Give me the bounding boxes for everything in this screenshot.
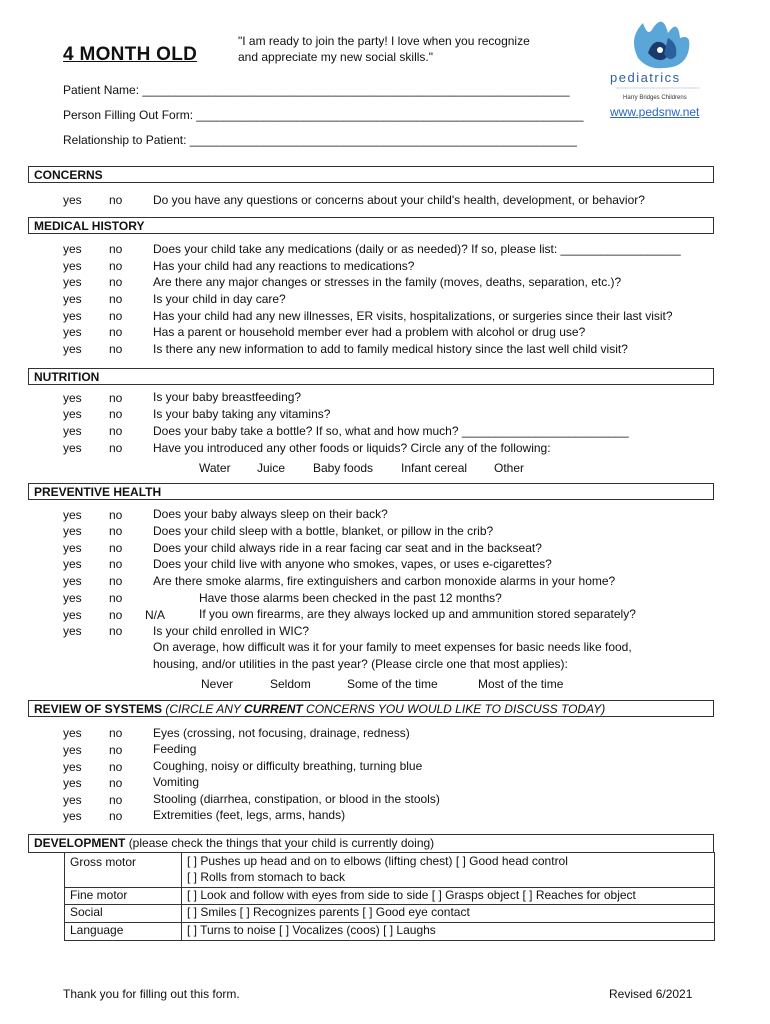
ros-item: Extremities (feet, legs, arms, hands) [153, 808, 346, 822]
yes-option[interactable]: yes [63, 193, 82, 207]
no-option[interactable]: no [109, 760, 123, 774]
nutrition-header: NUTRITION [28, 368, 714, 385]
expense-option-most[interactable]: Most of the time [478, 677, 564, 691]
medical-question: Is there any new information to add to family medical history since the last well child visit? [153, 342, 628, 356]
no-option[interactable]: no [109, 391, 123, 405]
medical-question: Has your child had any new illnesses, ER visits, hospitalizations, or surgeries since their last visit? [153, 309, 673, 323]
yes-option[interactable]: yes [63, 508, 82, 522]
yes-option[interactable]: yes [63, 608, 82, 622]
preventive-question: Does your baby always sleep on their back? [153, 507, 388, 521]
expenses-question-line2: housing, and/or utilities in the past year? (Please circle one that most applies): [153, 657, 568, 671]
preventive-question: Does your child live with anyone who smokes, vapes, or uses e-cigarettes? [153, 557, 552, 571]
dev-gross-motor-items[interactable]: [ ] Pushes up head and on to elbows (lifting chest) [ ] Good head control [ ] Rolls from stomach to back [182, 853, 715, 888]
pediatrics-logo [608, 8, 708, 104]
no-option[interactable]: no [109, 574, 123, 588]
no-option[interactable]: no [109, 325, 123, 339]
header-quote: "I am ready to join the party! I love when you recognize and appreciate my new social skills." [238, 34, 530, 64]
no-option[interactable]: no [109, 591, 123, 605]
no-option[interactable]: no [109, 259, 123, 273]
food-option-other[interactable]: Other [494, 461, 525, 475]
medical-question: Has your child had any reactions to medications? [153, 259, 415, 273]
no-option[interactable]: no [109, 743, 123, 757]
ros-item: Vomiting [153, 775, 200, 789]
no-option[interactable]: no [109, 608, 123, 622]
development-table [64, 852, 715, 941]
development-header: DEVELOPMENT (please check the things that your child is currently doing) [28, 834, 714, 853]
no-option[interactable]: no [109, 624, 123, 638]
yes-option[interactable]: yes [63, 743, 82, 757]
yes-option[interactable]: yes [63, 591, 82, 605]
na-option[interactable]: N/A [145, 608, 166, 622]
ros-item: Feeding [153, 742, 197, 756]
food-option-juice[interactable]: Juice [257, 461, 286, 475]
yes-option[interactable]: yes [63, 809, 82, 823]
no-option[interactable]: no [109, 242, 123, 256]
no-option[interactable]: no [109, 776, 123, 790]
yes-option[interactable]: yes [63, 726, 82, 740]
expense-option-seldom[interactable]: Seldom [270, 677, 311, 691]
footer-thanks: Thank you for filling out this form. [63, 987, 240, 1001]
nutrition-question: Have you introduced any other foods or liquids? Circle any of the following: [153, 441, 551, 455]
dev-social-items[interactable]: [ ] Smiles [ ] Recognizes parents [ ] Good eye contact [182, 905, 715, 922]
ros-item: Stooling (diarrhea, constipation, or blood in the stools) [153, 792, 440, 806]
concerns-header: CONCERNS [28, 166, 714, 183]
yes-option[interactable]: yes [63, 524, 82, 538]
medical-question: Does your child take any medications (daily or as needed)? If so, please list: __________________ [153, 242, 681, 256]
yes-option[interactable]: yes [63, 760, 82, 774]
yes-option[interactable]: yes [63, 424, 82, 438]
yes-option[interactable]: yes [63, 309, 82, 323]
expenses-question-line1: On average, how difficult was it for your family to meet expenses for basic needs like food, [153, 640, 632, 654]
preventive-question: Does your child sleep with a bottle, blanket, or pillow in the crib? [153, 524, 494, 538]
expense-option-never[interactable]: Never [201, 677, 234, 691]
dev-label-social: Social [65, 905, 182, 922]
preventive-question: Is your child enrolled in WIC? [153, 624, 310, 638]
website-link[interactable]: www.pedsnw.net [610, 105, 700, 119]
footer-revised: Revised 6/2021 [609, 987, 693, 1001]
yes-option[interactable]: yes [63, 242, 82, 256]
preventive-question: Have those alarms been checked in the past 12 months? [199, 591, 502, 605]
patient-name-field[interactable]: Patient Name: ________________________________________________________________ [63, 83, 570, 97]
preventive-health-header: PREVENTIVE HEALTH [28, 483, 714, 500]
no-option[interactable]: no [109, 441, 123, 455]
food-option-baby-foods[interactable]: Baby foods [313, 461, 374, 475]
no-option[interactable]: no [109, 424, 123, 438]
review-of-systems-header: REVIEW OF SYSTEMS (CIRCLE ANY CURRENT CONCERNS YOU WOULD LIKE TO DISCUSS TODAY) [28, 700, 714, 717]
dev-label-fine-motor: Fine motor [65, 887, 182, 904]
yes-option[interactable]: yes [63, 325, 82, 339]
expense-option-some[interactable]: Some of the time [347, 677, 438, 691]
no-option[interactable]: no [109, 508, 123, 522]
concerns-question: Do you have any questions or concerns about your child's health, development, or behavior? [153, 193, 645, 207]
form-title: 4 MONTH OLD [63, 44, 198, 65]
no-option[interactable]: no [109, 726, 123, 740]
nutrition-question: Is your baby taking any vitamins? [153, 407, 331, 421]
ros-item: Coughing, noisy or difficulty breathing, turning blue [153, 759, 423, 773]
food-option-infant-cereal[interactable]: Infant cereal [401, 461, 468, 475]
medical-question: Is your child in day care? [153, 292, 286, 306]
svg-text:pediatrics: pediatrics [610, 70, 681, 85]
yes-option[interactable]: yes [63, 441, 82, 455]
dev-language-items[interactable]: [ ] Turns to noise [ ] Vocalizes (coos) [ ] Laughs [182, 922, 715, 940]
preventive-question: Are there smoke alarms, fire extinguishers and carbon monoxide alarms in your home? [153, 574, 616, 588]
preventive-question: If you own firearms, are they always locked up and ammunition stored separately? [199, 607, 636, 621]
no-option[interactable]: no [109, 809, 123, 823]
yes-option[interactable]: yes [63, 275, 82, 289]
preventive-question: Does your child always ride in a rear facing car seat and in the backseat? [153, 541, 542, 555]
medical-question: Are there any major changes or stresses in the family (moves, deaths, separation, etc.)? [153, 275, 622, 289]
yes-option[interactable]: yes [63, 541, 82, 555]
medical-question: Has a parent or household member ever had a problem with alcohol or drug use? [153, 325, 586, 339]
yes-option[interactable]: yes [63, 407, 82, 421]
dev-label-gross-motor: Gross motor [65, 853, 182, 888]
relationship-field[interactable]: Relationship to Patient: __________________________________________________________ [63, 133, 577, 147]
yes-option[interactable]: yes [63, 776, 82, 790]
yes-option[interactable]: yes [63, 259, 82, 273]
yes-option[interactable]: yes [63, 342, 82, 356]
no-option[interactable]: no [109, 193, 123, 207]
no-option[interactable]: no [109, 407, 123, 421]
no-option[interactable]: no [109, 342, 123, 356]
yes-option[interactable]: yes [63, 292, 82, 306]
no-option[interactable]: no [109, 557, 123, 571]
no-option[interactable]: no [109, 541, 123, 555]
yes-option[interactable]: yes [63, 557, 82, 571]
ros-item: Eyes (crossing, not focusing, drainage, redness) [153, 726, 410, 740]
no-option[interactable]: no [109, 275, 123, 289]
svg-text:Harry Bridges Childrens: Harry Bridges Childrens [623, 95, 687, 101]
yes-option[interactable]: yes [63, 391, 82, 405]
nutrition-question: Is your baby breastfeeding? [153, 390, 302, 404]
yes-option[interactable]: yes [63, 574, 82, 588]
dev-fine-motor-items[interactable]: [ ] Look and follow with eyes from side to side [ ] Grasps object [ ] Reaches for object [182, 887, 715, 904]
medical-history-header: MEDICAL HISTORY [28, 217, 714, 234]
dev-label-language: Language [65, 922, 182, 940]
yes-option[interactable]: yes [63, 624, 82, 638]
no-option[interactable]: no [109, 524, 123, 538]
no-option[interactable]: no [109, 793, 123, 807]
nutrition-question: Does your baby take a bottle? If so, what and how much? _________________________ [153, 424, 629, 438]
food-option-water[interactable]: Water [199, 461, 231, 475]
yes-option[interactable]: yes [63, 793, 82, 807]
person-filling-field[interactable]: Person Filling Out Form: __________________________________________________________ [63, 108, 584, 122]
no-option[interactable]: no [109, 309, 123, 323]
no-option[interactable]: no [109, 292, 123, 306]
